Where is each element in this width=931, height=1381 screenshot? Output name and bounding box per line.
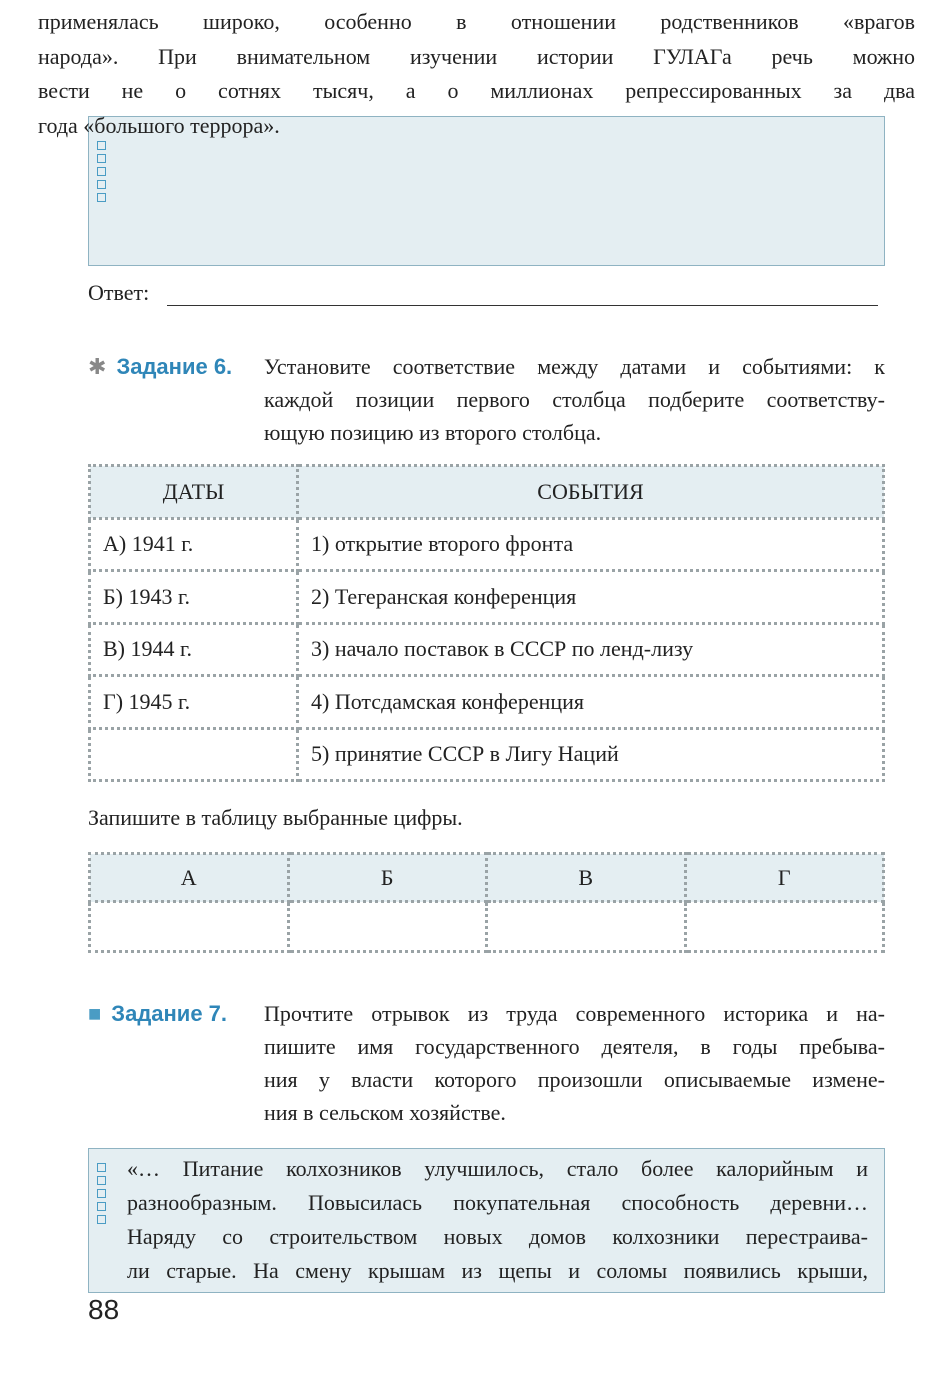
instruction-text: Запишите в таблицу выбранные цифры.: [88, 805, 463, 830]
quote-text: [127, 1152, 868, 1288]
header-dates: ДАТЫ: [90, 466, 298, 519]
answer-input-line[interactable]: [167, 285, 878, 306]
matching-table: [88, 464, 885, 782]
quote-line: вести не о сотнях тысяч, а о миллионах репрессированных за два: [38, 78, 915, 103]
answer-header-g: Г: [685, 854, 884, 902]
task-6-text: [264, 350, 885, 449]
task-7: [88, 997, 885, 1132]
task-line: каждой позиции первого столбца подберите соответству-: [264, 387, 885, 412]
event-cell: 3) начало поставок в СССР по ленд-лизу: [298, 623, 884, 676]
square-bullet-icon: ■: [88, 1001, 102, 1026]
asterisk-icon: ✱: [88, 354, 107, 379]
quote-box-kolkhoz: [88, 1148, 885, 1293]
date-cell: А) 1941 г.: [90, 518, 298, 571]
date-cell: Б) 1943 г.: [90, 571, 298, 624]
answer-cell-a[interactable]: [90, 902, 289, 952]
table-header-row: [90, 466, 884, 519]
task-line: ющую позицию из второго столбца.: [264, 420, 602, 445]
quote-box-gulag: [38, 9, 915, 266]
table-row: [90, 518, 884, 571]
header-events: СОБЫТИЯ: [298, 466, 884, 519]
answer-cell-b[interactable]: [288, 902, 487, 952]
quote-marker-icon: [97, 1163, 109, 1224]
event-cell: 1) открытие второго фронта: [298, 518, 884, 571]
quote-line: ли старые. На смену крышам из щепы и соломы появились крыши,: [127, 1258, 868, 1283]
date-cell: Г) 1945 г.: [90, 676, 298, 729]
task-line: ния у власти которого произошли описываемые измене-: [264, 1067, 885, 1092]
table-row: [90, 676, 884, 729]
answer-header-b: Б: [288, 854, 487, 902]
quote-line: Наряду со строительством новых домов колхозники перестраива-: [127, 1224, 868, 1249]
event-cell: 4) Потсдамская конференция: [298, 676, 884, 729]
quote-line: разнообразным. Повысилась покупательная способность деревни…: [127, 1190, 868, 1215]
table-row: [90, 728, 884, 781]
task-line: Установите соответствие между датами и событиями: к: [264, 354, 885, 379]
date-cell: В) 1944 г.: [90, 623, 298, 676]
quote-line: народа». При внимательном изучении истории ГУЛАГа речь можно: [38, 43, 915, 69]
quote-line: применялась широко, особенно в отношении родственников «врагов: [38, 9, 915, 34]
answer-header-v: В: [487, 854, 686, 902]
table-row: [90, 571, 884, 624]
quote-line: «… Питание колхозников улучшилось, стало более калорийным и: [127, 1156, 868, 1181]
answer-table: [88, 852, 885, 953]
task-7-label: ■ Задание 7.: [88, 1001, 228, 1026]
task-line: Прочтите отрывок из труда современного историка и на-: [264, 1001, 885, 1026]
answer-field[interactable]: [88, 280, 878, 306]
answer-cell-v[interactable]: [487, 902, 686, 952]
answer-header-a: А: [90, 854, 289, 902]
quote-marker-icon: [97, 141, 109, 202]
task-6: [88, 350, 885, 450]
table-row: [90, 623, 884, 676]
task-7-text: [264, 997, 885, 1129]
task-line: пишите имя государственного деятеля, в годы пребыва-: [264, 1034, 885, 1059]
task-6-label: ✱ Задание 6.: [88, 354, 233, 379]
page-number: 88: [88, 1294, 120, 1325]
answer-row: [90, 902, 884, 952]
event-cell: 2) Тегеранская конференция: [298, 571, 884, 624]
answer-label: Ответ:: [88, 280, 150, 305]
quote-text: [38, 5, 915, 143]
table-header-row: [90, 854, 884, 902]
quote-line: года «большого террора».: [38, 112, 280, 138]
date-cell: [90, 728, 298, 781]
event-cell: 5) принятие СССР в Лигу Наций: [298, 728, 884, 781]
task-line: ния в сельском хозяйстве.: [264, 1100, 506, 1125]
answer-cell-g[interactable]: [685, 902, 884, 952]
